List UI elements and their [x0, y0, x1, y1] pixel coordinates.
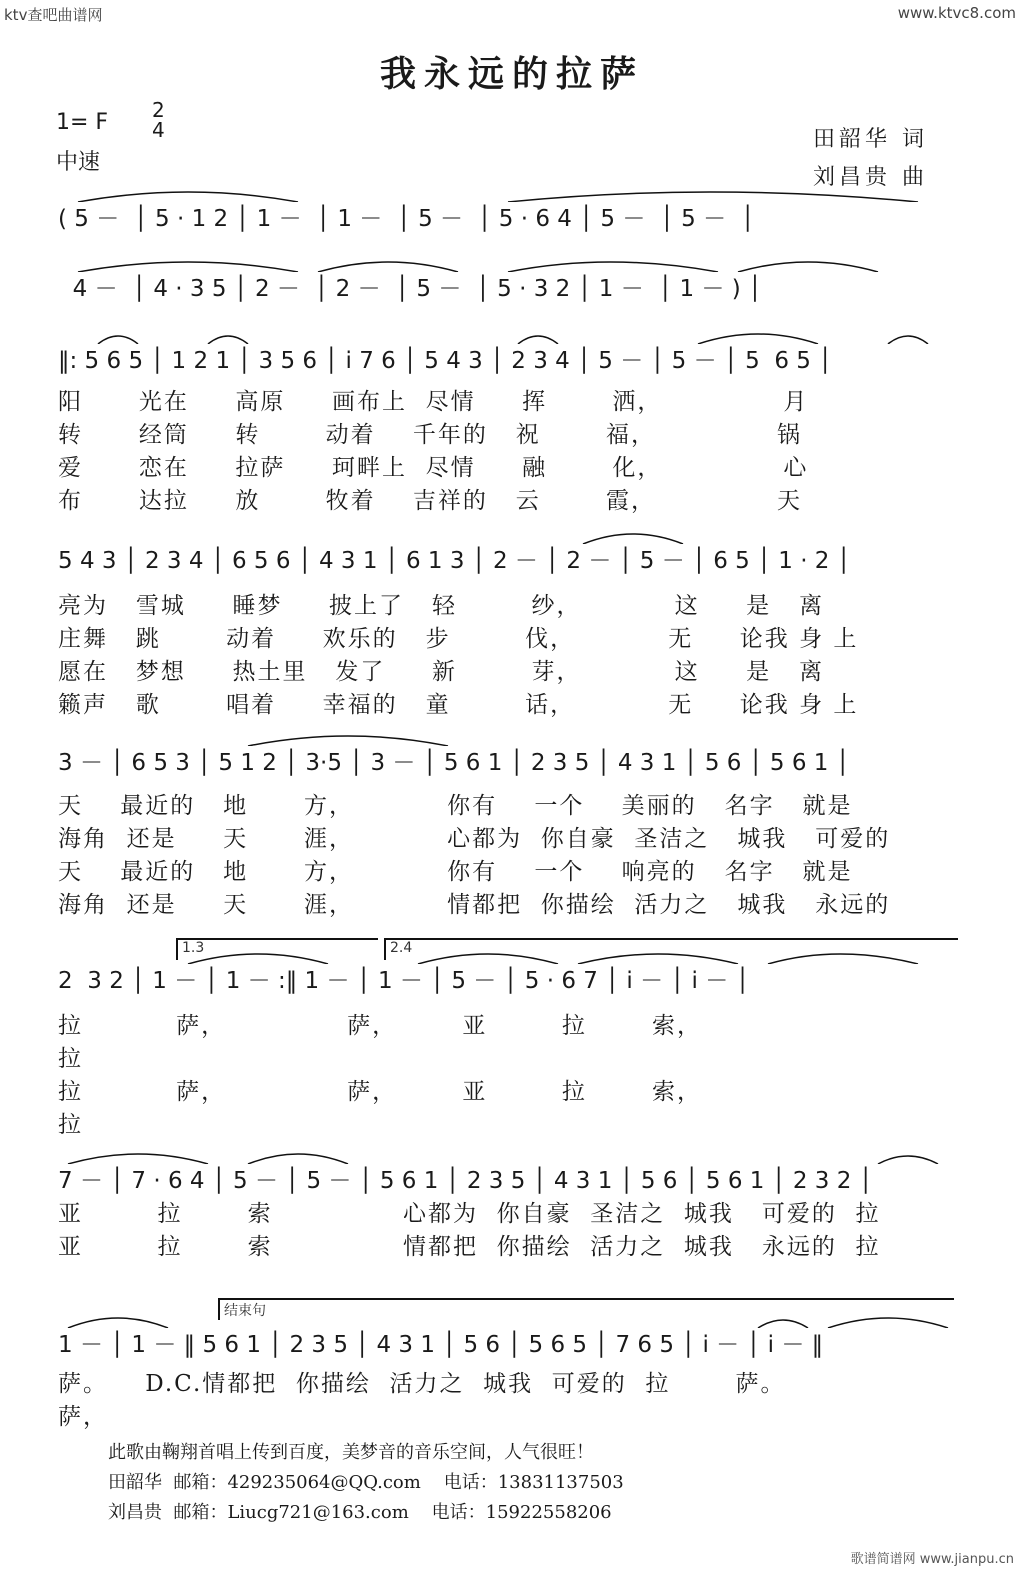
time-signature-top: 2	[152, 98, 165, 122]
lyric-verse-4: 籁声 歌 唱着 幸福的 童 话， 无 论我 身 上	[58, 692, 859, 718]
composer-credit: 刘昌贵 曲	[813, 165, 928, 190]
score-row-5	[58, 732, 958, 792]
score-row-8	[58, 1314, 958, 1374]
lyric-verse-1: 阳 光在 高原 画布上 尽情 挥 洒， 月	[58, 389, 809, 415]
footer-lyricist-contact: 田韶华 邮箱：429235064@QQ.com 电话：13831137503	[108, 1472, 624, 1493]
watermark-bottom: 歌谱简谱网 www.jianpu.cn	[850, 1552, 1014, 1567]
score-row-3	[58, 330, 958, 390]
score-row-1	[58, 188, 958, 248]
lyric-verse-2: 亚 拉 索 情都把 你描绘 活力之 城我 永远的 拉	[58, 1234, 881, 1260]
score-row-2	[58, 258, 958, 318]
ending-bracket: 结束句	[218, 1298, 954, 1320]
time-signature	[152, 100, 165, 140]
footer-composer-contact: 刘昌贵 邮箱：Liucg721@163.com 电话：15922558206	[108, 1502, 612, 1523]
notation-line: 2 3 2 │ 1 － │ 1 － :‖ 1 － │ 1 － │ 5 － │ 5 · 6 7 │ i － │ i － │	[58, 967, 750, 994]
lyric-verse-3: 爱 恋在 拉萨 珂畔上 尽情 融 化， 心	[58, 455, 809, 481]
lyrics-block-6	[58, 1368, 958, 1434]
lyric-verse-1: 亮为 雪城 睡梦 披上了 轻 纱， 这 是 离	[58, 593, 825, 619]
watermark-right: www.ktvc8.com	[897, 4, 1016, 22]
lyric-verse-4: 海角 还是 天 涯， 情都把 你描绘 活力之 城我 永远的	[58, 892, 891, 918]
lyrics-block-2	[58, 590, 958, 722]
lyric-verse-1: 天 最近的 地 方， 你有 一个 美丽的 名字 就是	[58, 793, 853, 819]
lyric-verse-1: 亚 拉 索 心都为 你自豪 圣洁之 城我 可爱的 拉	[58, 1201, 881, 1227]
lyric-verse-2: 萨，	[58, 1404, 108, 1430]
volta-second-ending: 2.4	[384, 938, 958, 960]
lyric-verse-3: 天 最近的 地 方， 你有 一个 响亮的 名字 就是	[58, 859, 853, 885]
notation-line: ‖: 5 6 5 │ 1 2 1 │ 3 5 6 │ i 7 6 │ 5 4 3 │ 2 3 4 │ 5 － │ 5 － │ 5 6 5 │	[58, 347, 833, 374]
lyrics-block-1	[58, 386, 958, 518]
lyric-verse-2: 转 经筒 转 动着 千年的 祝 福， 锅	[58, 422, 802, 448]
lyric-verse-3: 愿在 梦想 热土里 发了 新 芽， 这 是 离	[58, 659, 825, 685]
notation-line: 3 － │ 6 5 3 │ 5 1 2 │ 3·5 │ 3 － │ 5 6 1 │ 2 3 5 │ 4 3 1 │ 5 6 │ 5 6 1 │	[58, 749, 850, 776]
lyric-verse-2: 海角 还是 天 涯， 心都为 你自豪 圣洁之 城我 可爱的	[58, 826, 891, 852]
notation-line: 4 － │ 4 · 3 5 │ 2 － │ 2 － │ 5 － │ 5 · 3 2 │ 1 － │ 1 － ) │	[58, 275, 762, 302]
score-row-4	[58, 530, 958, 590]
lyric-verse-2: 拉	[58, 1046, 83, 1072]
score-row-6	[58, 950, 958, 1010]
lyricist-credit: 田韶华 词	[813, 127, 928, 152]
key-signature: 1= F	[56, 110, 109, 135]
lyric-verse-1: 萨。 D.C.情都把 你描绘 活力之 城我 可爱的 拉 萨。	[58, 1371, 786, 1397]
volta-first-ending: 1.3	[176, 938, 378, 960]
lyric-verse-1: 拉 萨， 萨， 亚 拉 索，	[58, 1013, 702, 1039]
notation-line: 1 － │ 1 － ‖ 5 6 1 │ 2 3 5 │ 4 3 1 │ 5 6 │ 5 6 5 │ 7 6 5 │ i － │ i － ‖	[58, 1331, 824, 1358]
time-signature-bottom: 4	[152, 118, 165, 142]
footer-note: 此歌由鞠翔首唱上传到百度，美梦音的音乐空间，人气很旺！	[108, 1442, 594, 1463]
lyric-verse-2: 庄舞 跳 动着 欢乐的 步 伐， 无 论我 身 上	[58, 626, 859, 652]
tempo-marking: 中速	[56, 150, 101, 175]
lyrics-block-4	[58, 1010, 958, 1142]
footer-contact	[108, 1438, 624, 1528]
notation-line: ( 5 － │ 5 · 1 2 │ 1 － │ 1 － │ 5 － │ 5 · 6 4 │ 5 － │ 5 － │	[58, 205, 755, 232]
lyric-verse-3: 拉 萨， 萨， 亚 拉 索，	[58, 1079, 702, 1105]
lyric-verse-4: 布 达拉 放 牧着 吉祥的 云 霞， 天	[58, 488, 802, 514]
notation-line: 5 4 3 │ 2 3 4 │ 6 5 6 │ 4 3 1 │ 6 1 3 │ 2 － │ 2 － │ 5 － │ 6 5 │ 1 · 2 │	[58, 547, 851, 574]
lyrics-block-5	[58, 1198, 958, 1264]
song-title: 我永远的拉萨	[379, 53, 644, 95]
lyric-verse-4: 拉	[58, 1112, 83, 1138]
lyrics-block-3	[58, 790, 958, 922]
notation-line: 7 － │ 7 · 6 4 │ 5 － │ 5 － │ 5 6 1 │ 2 3 5 │ 4 3 1 │ 5 6 │ 5 6 1 │ 2 3 2 │	[58, 1167, 873, 1194]
watermark-left: ktv查吧曲谱网	[4, 6, 103, 24]
